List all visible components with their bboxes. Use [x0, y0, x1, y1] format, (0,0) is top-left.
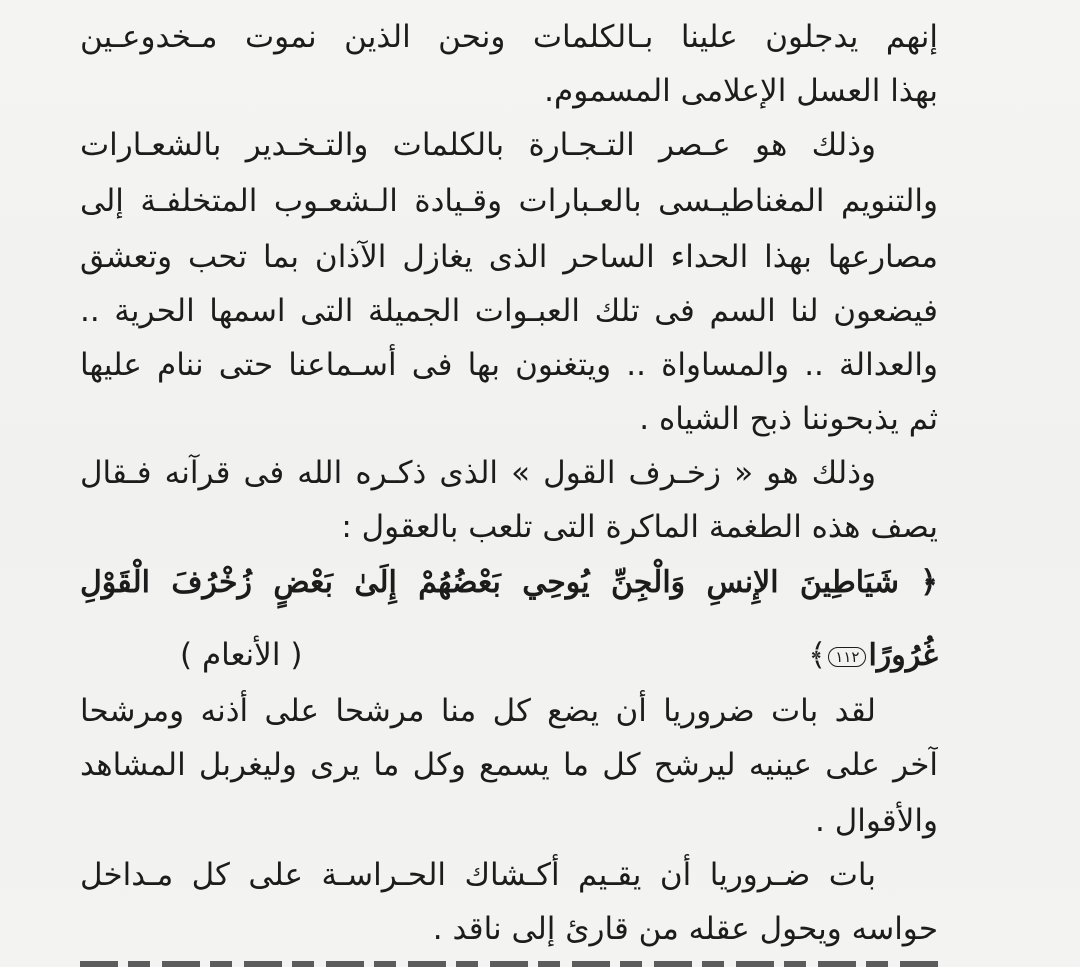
text-line-10: يصف هذه الطغمة الماكرة التى تلعب بالعقول :: [341, 509, 938, 545]
text-line-6: فيضعون لنا السم فى تلك العبـوات الجميلة التى اسمها الحرية ..: [80, 293, 938, 329]
text-line-15: بات ضـروريا أن يقـيم أكـشاك الحـراسـة على كل مـداخل: [80, 857, 876, 893]
text-line-8: ثم يذبحوننا ذبح الشياه .: [639, 401, 938, 437]
text-line-2: بهذا العسل الإعلامى المسموم.: [544, 73, 938, 109]
text-line-12: لقد بات ضروريا أن يضع كل منا مرشحا على أذنه ومرشحا: [80, 693, 876, 729]
cut-off-text-fragment: [80, 961, 938, 967]
cut-off-text-line: [80, 948, 938, 967]
verse-last-word: غُرُورًا: [868, 638, 938, 673]
text-line-14: والأقوال .: [815, 803, 938, 839]
text-line-7: والعدالة .. والمساواة .. ويتغنون بها فى أسـماعنا حتى ننام عليها: [80, 347, 938, 383]
text-line-9: وذلك هو « زخـرف القول » الذى ذكـره الله فى قرآنه فـقال: [80, 455, 876, 491]
surah-citation: ( الأنعام ): [180, 637, 303, 673]
verse-end-line: [80, 628, 938, 682]
text-line-16: حواسه ويحول عقله من قارئ إلى ناقد .: [432, 911, 938, 947]
text-line-3: وذلك هو عـصر التـجـارة بالكلمات والتـخـدير بالشعـارات: [80, 127, 876, 163]
ayah-number-marker: ١١٢: [828, 647, 866, 667]
text-line-5: مصارعها بهذا الحداء الساحر الذى يغازل الآذان بما تحب وتعشق: [80, 239, 938, 275]
text-line-4: والتنويم المغناطيـسى بالعـبارات وقـيادة الـشعـوب المتخلفـة إلى: [80, 183, 938, 219]
verse-close-ornament: ﴾: [808, 637, 827, 673]
quran-verse-line: ﴿ شَيَاطِينَ الإِنسِ وَالْجِنِّ يُوحِي بَعْضُهُمْ إِلَىٰ بَعْضٍ زُخْرُفَ الْقَوْلِ: [80, 565, 938, 600]
text-line-1: إنهم يدجلون علينا بـالكلمات ونحن الذين نموت مـخدوعـين: [80, 19, 938, 55]
text-line-13: آخر على عينيه ليرشح كل ما يسمع وكل ما يرى وليغربل المشاهد: [80, 747, 938, 783]
